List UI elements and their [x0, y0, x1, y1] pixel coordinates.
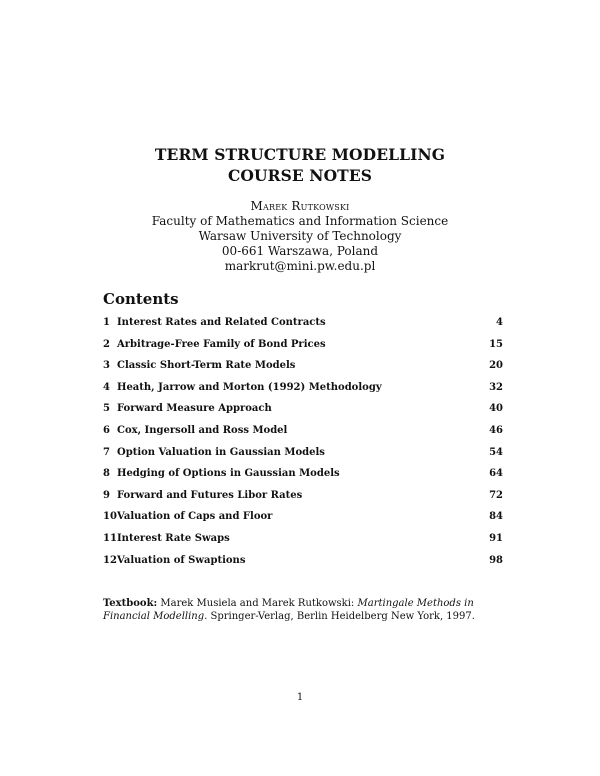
toc-title: Classic Short-Term Rate Models — [117, 360, 296, 372]
author-faculty: Faculty of Mathematics and Information Science — [151, 214, 449, 228]
author-university: Warsaw University of Technology — [198, 229, 402, 243]
textbook-publisher: Springer-Verlag, Berlin Heidelberg New York, 1997. — [210, 611, 475, 622]
toc-title: Valuation of Caps and Floor — [117, 511, 273, 523]
title-line-1: TERM STRUCTURE MODELLING — [154, 145, 446, 164]
toc-page: 40 — [489, 403, 503, 415]
toc-title: Forward Measure Approach — [117, 403, 272, 415]
toc-page: 98 — [489, 554, 503, 566]
toc-entry[interactable] — [103, 533, 503, 555]
toc-entry[interactable] — [103, 468, 503, 490]
toc-number: 1 — [103, 317, 110, 328]
toc-title: Forward and Futures Libor Rates — [117, 489, 303, 501]
toc-number: 8 — [103, 468, 110, 480]
toc-page: 46 — [489, 424, 503, 436]
toc-title: Interest Rate Swaps — [117, 532, 230, 544]
textbook-title: Martingale Methods in Financial Modelling. — [103, 598, 474, 622]
toc-title: Interest Rates and Related Contracts — [117, 317, 326, 328]
toc-entry[interactable] — [103, 425, 503, 447]
toc-number: 4 — [103, 381, 110, 393]
toc-title: Heath, Jarrow and Morton (1992) Methodology — [117, 381, 382, 393]
toc-page: 72 — [489, 489, 503, 501]
toc-number: 5 — [103, 403, 110, 415]
toc-entry[interactable] — [103, 339, 503, 361]
toc-number: 11 — [103, 532, 117, 544]
toc-title: Option Valuation in Gaussian Models — [117, 446, 325, 458]
toc-page: 84 — [489, 511, 503, 523]
toc-page: 15 — [489, 338, 503, 350]
toc-number: 7 — [103, 446, 110, 458]
toc-page: 32 — [489, 381, 503, 393]
toc-entry[interactable] — [103, 511, 503, 533]
toc-number: 2 — [103, 338, 110, 350]
page-number: 1 — [296, 692, 304, 703]
toc-page: 64 — [489, 468, 503, 480]
toc-entry[interactable] — [103, 447, 503, 469]
toc-number: 10 — [103, 511, 117, 523]
toc-number: 9 — [103, 489, 110, 501]
toc-entry[interactable] — [103, 490, 503, 512]
textbook-reference — [103, 597, 505, 623]
toc-number: 3 — [103, 360, 110, 372]
toc-title: Cox, Ingersoll and Ross Model — [117, 424, 288, 436]
contents-heading: Contents — [103, 290, 179, 308]
toc-entry[interactable] — [103, 555, 503, 577]
author-block — [0, 199, 600, 274]
toc-title: Arbitrage-Free Family of Bond Prices — [117, 338, 326, 350]
toc-entry[interactable] — [103, 382, 503, 404]
author-email[interactable]: markrut@mini.pw.edu.pl — [224, 259, 376, 273]
toc-page: 20 — [489, 360, 503, 372]
author-name: Marek Rutkowski — [250, 199, 350, 213]
toc-title: Valuation of Swaptions — [117, 554, 246, 566]
toc-number: 6 — [103, 424, 110, 436]
table-of-contents — [103, 317, 503, 576]
author-address: 00-661 Warszawa, Poland — [221, 244, 379, 258]
textbook-authors: Marek Musiela and Marek Rutkowski: — [160, 598, 355, 609]
toc-page: 54 — [489, 446, 503, 458]
toc-page: 91 — [489, 532, 503, 544]
textbook-label: Textbook: — [103, 598, 158, 609]
title-line-2: COURSE NOTES — [227, 166, 373, 185]
toc-number: 12 — [103, 554, 117, 566]
toc-entry[interactable] — [103, 403, 503, 425]
toc-entry[interactable] — [103, 360, 503, 382]
toc-page: 4 — [496, 317, 503, 328]
toc-entry[interactable] — [103, 317, 503, 339]
toc-title: Hedging of Options in Gaussian Models — [117, 468, 340, 480]
